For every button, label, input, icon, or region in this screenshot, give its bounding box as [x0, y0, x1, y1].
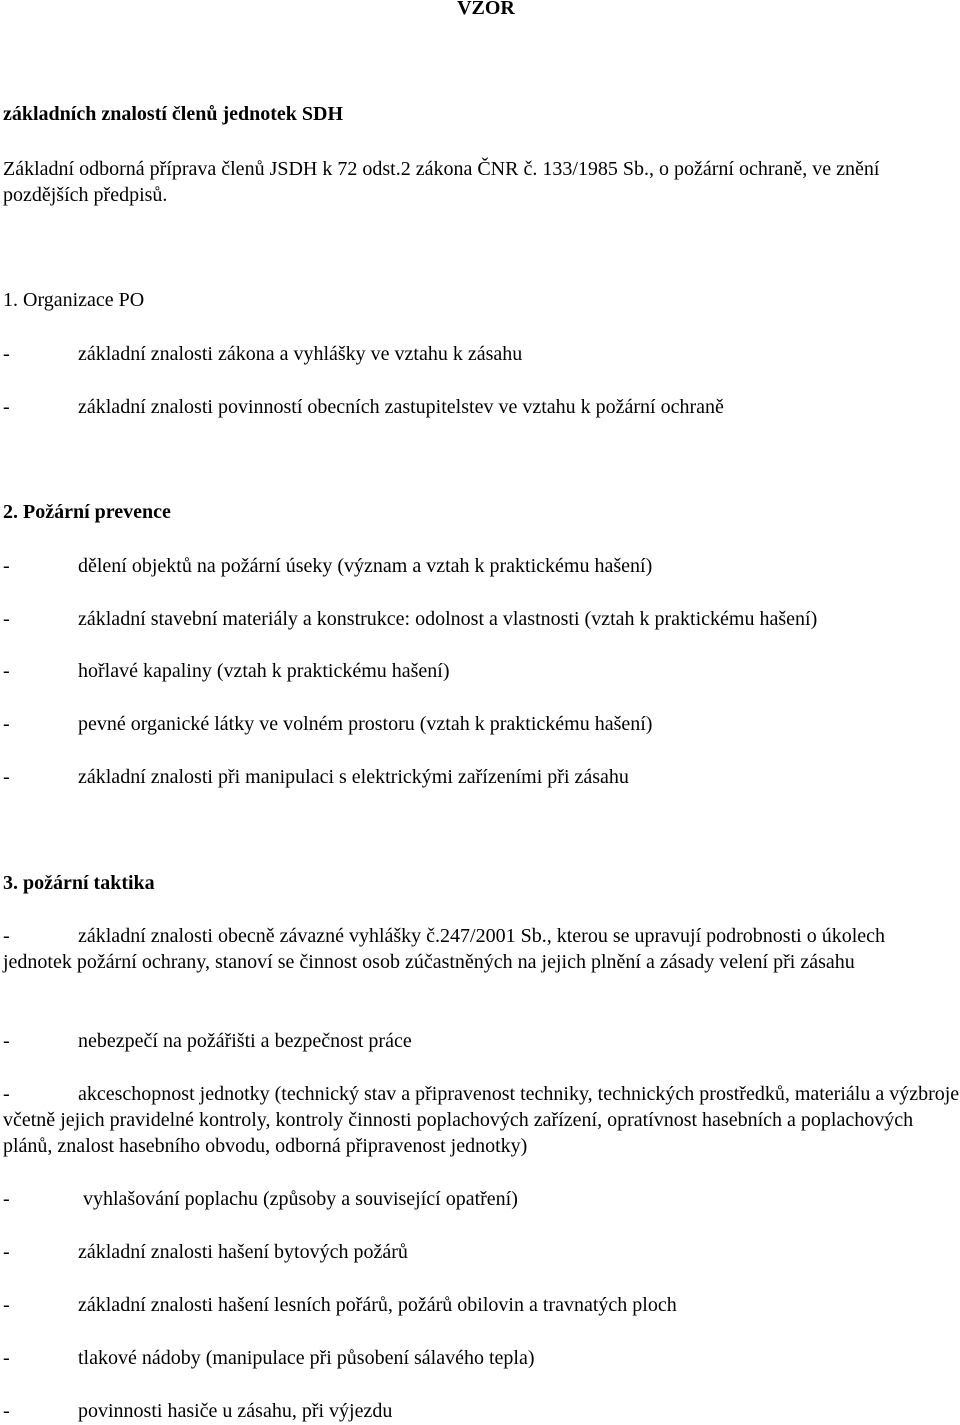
dash-marker: -	[3, 713, 10, 735]
list-item-text: akceschopnost jednotky (technický stav a připravenost techniky, technických prostředků, materiálu a výzbroje včetně jejich pravidelné kontroly, kontroly činnosti poplachových zařízení, opratívnost hasebních a poplachových plánů, znalost hasebního obvodu, odborná připravenost jednotky)	[3, 1083, 960, 1157]
dash-marker: -	[3, 1241, 10, 1263]
list-item	[3, 1345, 535, 1371]
dash-marker: -	[3, 343, 10, 365]
dash-marker: -	[3, 1347, 10, 1369]
dash-marker: -	[3, 925, 10, 947]
dash-marker: -	[3, 1294, 10, 1316]
list-item-text: základní znalosti obecně závazné vyhlášky č.247/2001 Sb., kterou se upravují podrobnosti o úkolech jednotek požární ochrany, stanoví se činnost osob zúčastněných na jejich plnění a zásady velení při zásahu	[3, 925, 886, 973]
section-heading-1: 1. Organizace PO	[3, 289, 145, 311]
list-item-text: základní znalosti hašení lesních pořárů, požárů obilovin a travnatých ploch	[78, 1294, 677, 1316]
dash-marker: -	[3, 1030, 10, 1052]
list-item-text: základní znalosti při manipulaci s elektrickými zařízeními při zásahu	[78, 766, 629, 788]
list-item	[3, 1398, 392, 1424]
dash-marker: -	[3, 660, 10, 682]
dash-marker: -	[3, 608, 10, 630]
list-item-text: povinnosti hasiče u zásahu, při výjezdu	[78, 1400, 393, 1422]
dash-marker: -	[3, 555, 10, 577]
intro-paragraph: Základní odborná příprava členů JSDH k 72 odst.2 zákona ČNR č. 133/1985 Sb., o požární ochraně, ve znění pozdějších předpisů.	[3, 158, 880, 206]
list-item-text: základní znalosti povinností obecních zastupitelstev ve vztahu k požární ochraně	[78, 396, 724, 418]
list-item-text: vyhlašování poplachu (způsoby a související opatření)	[78, 1188, 518, 1210]
list-item-text: pevné organické látky ve volném prostoru (vztah k praktickému hašení)	[78, 713, 653, 735]
list-item	[3, 606, 817, 632]
section-heading-2: 2. Požární prevence	[3, 501, 171, 523]
dash-marker: -	[3, 1083, 10, 1105]
dash-marker: -	[3, 766, 10, 788]
list-item	[3, 1186, 518, 1212]
list-item-text: základní znalosti hašení bytových požárů	[78, 1241, 408, 1263]
list-item-text: základní stavební materiály a konstrukce: odolnost a vlastnosti (vztah k praktickému hašení)	[78, 608, 818, 630]
list-item-text: tlakové nádoby (manipulace při působení sálavého tepla)	[78, 1347, 535, 1369]
list-item	[3, 1081, 960, 1159]
list-item	[3, 394, 724, 420]
list-item	[3, 1292, 677, 1318]
list-item	[3, 658, 450, 684]
document-subtitle: základních znalostí členů jednotek SDH	[3, 103, 344, 125]
list-item	[3, 711, 652, 737]
list-item	[3, 553, 652, 579]
dash-marker: -	[3, 396, 10, 418]
section-heading-3: 3. požární taktika	[3, 872, 155, 894]
dash-marker: -	[3, 1400, 10, 1422]
dash-marker: -	[3, 1188, 10, 1210]
list-item-text: dělení objektů na požární úseky (význam a vztah k praktickému hašení)	[78, 555, 653, 577]
list-item-text: nebezpečí na požářišti a bezpečnost práce	[78, 1030, 412, 1052]
list-item	[3, 764, 629, 790]
document-title: VZOR	[457, 0, 515, 19]
list-item	[3, 923, 958, 975]
list-item	[3, 341, 522, 367]
list-item-text: základní znalosti zákona a vyhlášky ve vztahu k zásahu	[78, 343, 523, 365]
list-item-text: hořlavé kapaliny (vztah k praktickému hašení)	[78, 660, 450, 682]
list-item	[3, 1028, 412, 1054]
list-item	[3, 1239, 408, 1265]
